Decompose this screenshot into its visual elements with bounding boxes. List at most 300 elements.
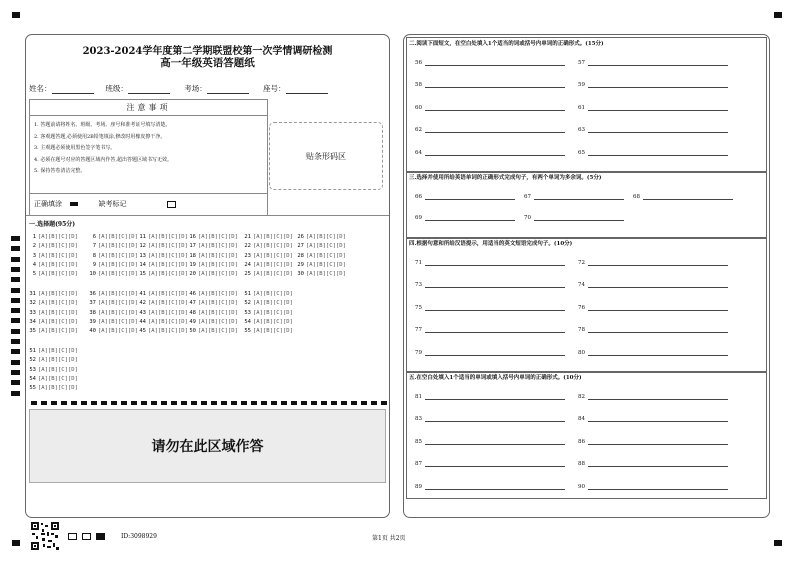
answer-bubble[interactable]: [B] bbox=[316, 234, 326, 240]
answer-bubble[interactable]: [A] bbox=[148, 271, 158, 278]
answer-line-81[interactable] bbox=[415, 394, 565, 400]
answer-line-57[interactable] bbox=[578, 60, 728, 66]
answer-bubble[interactable]: [C] bbox=[168, 252, 178, 259]
answer-bubble[interactable]: [C] bbox=[326, 271, 336, 278]
answer-bubble[interactable]: [A] bbox=[148, 234, 158, 240]
answer-bubble[interactable]: [C] bbox=[218, 328, 228, 335]
answer-bubble[interactable]: [A] bbox=[38, 328, 48, 335]
answer-bubble[interactable]: [B] bbox=[108, 252, 118, 259]
answer-bubble[interactable]: [A] bbox=[253, 291, 263, 297]
answer-bubble[interactable]: [B] bbox=[48, 318, 58, 325]
answer-underline[interactable] bbox=[425, 394, 565, 400]
answer-bubble[interactable]: [C] bbox=[326, 261, 336, 268]
answer-bubble[interactable]: [C] bbox=[58, 309, 68, 316]
answer-line-86[interactable] bbox=[578, 439, 728, 445]
answer-bubble[interactable]: [B] bbox=[48, 366, 58, 373]
answer-bubble[interactable]: [B] bbox=[48, 375, 58, 382]
answer-underline[interactable] bbox=[425, 416, 565, 422]
answer-bubble[interactable]: [B] bbox=[48, 357, 58, 364]
answer-bubble[interactable]: [D] bbox=[128, 309, 138, 316]
answer-bubble[interactable]: [D] bbox=[68, 328, 78, 335]
answer-line-60[interactable] bbox=[415, 105, 565, 111]
answer-bubble[interactable]: [A] bbox=[98, 243, 108, 250]
answer-bubble[interactable]: [B] bbox=[48, 328, 58, 335]
answer-bubble[interactable]: [C] bbox=[168, 271, 178, 278]
answer-bubble[interactable]: [B] bbox=[48, 271, 58, 278]
answer-bubble[interactable]: [B] bbox=[108, 309, 118, 316]
answer-bubble[interactable]: [D] bbox=[178, 252, 188, 259]
answer-bubble[interactable]: [C] bbox=[168, 328, 178, 335]
answer-bubble[interactable]: [C] bbox=[273, 271, 283, 278]
answer-bubble[interactable]: [A] bbox=[306, 252, 316, 259]
answer-bubble[interactable]: [A] bbox=[148, 291, 158, 297]
answer-bubble[interactable]: [D] bbox=[178, 243, 188, 250]
answer-bubble[interactable]: [D] bbox=[228, 243, 238, 250]
answer-bubble[interactable]: [C] bbox=[58, 375, 68, 382]
answer-line-79[interactable] bbox=[415, 350, 565, 356]
answer-bubble[interactable]: [B] bbox=[263, 243, 273, 250]
answer-bubble[interactable]: [B] bbox=[263, 271, 273, 278]
answer-line-69[interactable] bbox=[415, 215, 515, 221]
answer-bubble[interactable]: [C] bbox=[58, 261, 68, 268]
answer-line-71[interactable] bbox=[415, 260, 565, 266]
answer-underline[interactable] bbox=[588, 416, 728, 422]
answer-underline[interactable] bbox=[588, 439, 728, 445]
answer-bubble[interactable]: [C] bbox=[118, 252, 128, 259]
answer-underline[interactable] bbox=[425, 215, 515, 221]
answer-bubble[interactable]: [A] bbox=[38, 300, 48, 307]
answer-underline[interactable] bbox=[425, 305, 565, 311]
answer-bubble[interactable]: [D] bbox=[68, 357, 78, 364]
answer-underline[interactable] bbox=[425, 461, 565, 467]
answer-bubble[interactable]: [B] bbox=[158, 234, 168, 240]
answer-bubble[interactable]: [C] bbox=[218, 261, 228, 268]
answer-bubble[interactable]: [D] bbox=[283, 291, 293, 297]
answer-bubble[interactable]: [B] bbox=[208, 300, 218, 307]
answer-bubble[interactable]: [C] bbox=[218, 234, 228, 240]
answer-bubble[interactable]: [C] bbox=[218, 252, 228, 259]
answer-bubble[interactable]: [D] bbox=[283, 271, 293, 278]
answer-bubble[interactable]: [A] bbox=[38, 243, 48, 250]
answer-bubble[interactable]: [C] bbox=[326, 234, 336, 240]
answer-bubble[interactable]: [A] bbox=[306, 243, 316, 250]
answer-line-62[interactable] bbox=[415, 127, 565, 133]
answer-bubble[interactable]: [B] bbox=[263, 300, 273, 307]
answer-bubble[interactable]: [A] bbox=[148, 261, 158, 268]
answer-bubble[interactable]: [B] bbox=[48, 348, 58, 354]
answer-line-58[interactable] bbox=[415, 82, 565, 88]
answer-bubble[interactable]: [C] bbox=[273, 328, 283, 335]
answer-underline[interactable] bbox=[534, 194, 624, 200]
answer-underline[interactable] bbox=[425, 282, 565, 288]
answer-bubble[interactable]: [A] bbox=[98, 234, 108, 240]
answer-bubble[interactable]: [B] bbox=[108, 318, 118, 325]
name-field[interactable] bbox=[52, 85, 94, 94]
answer-bubble[interactable]: [C] bbox=[273, 261, 283, 268]
answer-bubble[interactable]: [D] bbox=[228, 261, 238, 268]
answer-bubble[interactable]: [D] bbox=[128, 271, 138, 278]
answer-underline[interactable] bbox=[643, 194, 733, 200]
answer-underline[interactable] bbox=[588, 127, 728, 133]
answer-line-64[interactable] bbox=[415, 150, 565, 156]
answer-bubble[interactable]: [D] bbox=[128, 261, 138, 268]
answer-bubble[interactable]: [D] bbox=[283, 300, 293, 307]
answer-bubble[interactable]: [B] bbox=[316, 261, 326, 268]
answer-bubble[interactable]: [C] bbox=[58, 234, 68, 240]
answer-line-63[interactable] bbox=[578, 127, 728, 133]
answer-bubble[interactable]: [D] bbox=[178, 309, 188, 316]
answer-bubble[interactable]: [C] bbox=[118, 261, 128, 268]
answer-bubble[interactable]: [D] bbox=[178, 234, 188, 240]
answer-bubble[interactable]: [B] bbox=[208, 328, 218, 335]
answer-bubble[interactable]: [D] bbox=[68, 234, 78, 240]
answer-bubble[interactable]: [C] bbox=[273, 309, 283, 316]
answer-line-65[interactable] bbox=[578, 150, 728, 156]
answer-bubble[interactable]: [D] bbox=[228, 271, 238, 278]
answer-bubble[interactable]: [A] bbox=[38, 271, 48, 278]
answer-bubble[interactable]: [A] bbox=[253, 300, 263, 307]
answer-bubble[interactable]: [A] bbox=[148, 300, 158, 307]
answer-bubble[interactable]: [C] bbox=[273, 234, 283, 240]
answer-bubble[interactable]: [C] bbox=[118, 291, 128, 297]
answer-bubble[interactable]: [D] bbox=[228, 300, 238, 307]
answer-bubble[interactable]: [B] bbox=[208, 252, 218, 259]
answer-bubble[interactable]: [C] bbox=[168, 300, 178, 307]
answer-bubble[interactable]: [C] bbox=[58, 243, 68, 250]
answer-bubble[interactable]: [B] bbox=[48, 309, 58, 316]
answer-bubble[interactable]: [C] bbox=[58, 291, 68, 297]
answer-bubble[interactable]: [D] bbox=[128, 252, 138, 259]
answer-bubble[interactable]: [D] bbox=[228, 318, 238, 325]
answer-underline[interactable] bbox=[588, 82, 728, 88]
answer-bubble[interactable]: [D] bbox=[128, 300, 138, 307]
answer-line-87[interactable] bbox=[415, 461, 565, 467]
answer-bubble[interactable]: [B] bbox=[108, 243, 118, 250]
answer-underline[interactable] bbox=[588, 282, 728, 288]
answer-bubble[interactable]: [B] bbox=[48, 300, 58, 307]
answer-bubble[interactable]: [A] bbox=[198, 309, 208, 316]
answer-bubble[interactable]: [C] bbox=[168, 234, 178, 240]
answer-bubble[interactable]: [B] bbox=[208, 318, 218, 325]
answer-underline[interactable] bbox=[588, 150, 728, 156]
answer-bubble[interactable]: [D] bbox=[228, 234, 238, 240]
answer-bubble[interactable]: [D] bbox=[178, 261, 188, 268]
answer-bubble[interactable]: [D] bbox=[283, 252, 293, 259]
answer-bubble[interactable]: [D] bbox=[228, 252, 238, 259]
answer-underline[interactable] bbox=[425, 327, 565, 333]
answer-bubble[interactable]: [A] bbox=[98, 271, 108, 278]
answer-bubble[interactable]: [B] bbox=[158, 309, 168, 316]
answer-bubble[interactable]: [A] bbox=[148, 328, 158, 335]
answer-bubble[interactable]: [A] bbox=[98, 261, 108, 268]
answer-bubble[interactable]: [A] bbox=[98, 300, 108, 307]
answer-bubble[interactable]: [C] bbox=[168, 261, 178, 268]
answer-line-68[interactable] bbox=[633, 194, 733, 200]
answer-bubble[interactable]: [A] bbox=[38, 252, 48, 259]
answer-bubble[interactable]: [A] bbox=[253, 234, 263, 240]
answer-bubble[interactable]: [B] bbox=[263, 309, 273, 316]
answer-bubble[interactable]: [C] bbox=[218, 291, 228, 297]
answer-bubble[interactable]: [C] bbox=[273, 243, 283, 250]
answer-bubble[interactable]: [A] bbox=[38, 309, 48, 316]
answer-bubble[interactable]: [A] bbox=[253, 261, 263, 268]
answer-bubble[interactable]: [A] bbox=[198, 234, 208, 240]
answer-bubble[interactable]: [D] bbox=[228, 328, 238, 335]
answer-bubble[interactable]: [D] bbox=[178, 328, 188, 335]
answer-line-85[interactable] bbox=[415, 439, 565, 445]
answer-bubble[interactable]: [A] bbox=[38, 291, 48, 297]
answer-bubble[interactable]: [C] bbox=[168, 291, 178, 297]
answer-line-74[interactable] bbox=[578, 282, 728, 288]
answer-bubble[interactable]: [C] bbox=[326, 252, 336, 259]
answer-bubble[interactable]: [B] bbox=[48, 385, 58, 392]
answer-bubble[interactable]: [B] bbox=[158, 291, 168, 297]
answer-bubble[interactable]: [B] bbox=[158, 271, 168, 278]
answer-bubble[interactable]: [A] bbox=[198, 252, 208, 259]
answer-bubble[interactable]: [D] bbox=[128, 243, 138, 250]
answer-bubble[interactable]: [B] bbox=[263, 291, 273, 297]
answer-bubble[interactable]: [A] bbox=[306, 271, 316, 278]
answer-bubble[interactable]: [A] bbox=[198, 243, 208, 250]
answer-bubble[interactable]: [B] bbox=[316, 271, 326, 278]
answer-underline[interactable] bbox=[425, 150, 565, 156]
answer-bubble[interactable]: [A] bbox=[198, 261, 208, 268]
answer-bubble[interactable]: [B] bbox=[158, 300, 168, 307]
answer-bubble[interactable]: [D] bbox=[128, 234, 138, 240]
answer-line-82[interactable] bbox=[578, 394, 728, 400]
answer-bubble[interactable]: [D] bbox=[336, 261, 346, 268]
answer-bubble[interactable]: [D] bbox=[68, 309, 78, 316]
answer-bubble[interactable]: [D] bbox=[178, 300, 188, 307]
answer-line-83[interactable] bbox=[415, 416, 565, 422]
answer-bubble[interactable]: [C] bbox=[118, 300, 128, 307]
answer-line-72[interactable] bbox=[578, 260, 728, 266]
answer-bubble[interactable]: [C] bbox=[118, 271, 128, 278]
answer-bubble[interactable]: [C] bbox=[58, 357, 68, 364]
answer-bubble[interactable]: [A] bbox=[198, 328, 208, 335]
answer-bubble[interactable]: [B] bbox=[263, 328, 273, 335]
answer-bubble[interactable]: [B] bbox=[208, 261, 218, 268]
answer-bubble[interactable]: [B] bbox=[316, 243, 326, 250]
answer-bubble[interactable]: [A] bbox=[98, 318, 108, 325]
answer-bubble[interactable]: [B] bbox=[158, 252, 168, 259]
answer-bubble[interactable]: [B] bbox=[158, 318, 168, 325]
answer-bubble[interactable]: [C] bbox=[168, 309, 178, 316]
answer-line-67[interactable] bbox=[524, 194, 624, 200]
answer-bubble[interactable]: [C] bbox=[218, 243, 228, 250]
answer-bubble[interactable]: [D] bbox=[68, 243, 78, 250]
class-field[interactable] bbox=[128, 85, 170, 94]
answer-bubble[interactable]: [A] bbox=[253, 318, 263, 325]
answer-bubble[interactable]: [A] bbox=[148, 243, 158, 250]
answer-bubble[interactable]: [B] bbox=[108, 328, 118, 335]
answer-underline[interactable] bbox=[425, 194, 515, 200]
answer-bubble[interactable]: [B] bbox=[108, 300, 118, 307]
answer-line-76[interactable] bbox=[578, 305, 728, 311]
answer-underline[interactable] bbox=[588, 327, 728, 333]
answer-underline[interactable] bbox=[425, 350, 565, 356]
answer-line-59[interactable] bbox=[578, 82, 728, 88]
answer-bubble[interactable]: [C] bbox=[218, 300, 228, 307]
answer-bubble[interactable]: [C] bbox=[58, 385, 68, 392]
answer-bubble[interactable]: [A] bbox=[148, 318, 158, 325]
answer-bubble[interactable]: [A] bbox=[253, 328, 263, 335]
answer-bubble[interactable]: [B] bbox=[158, 328, 168, 335]
answer-bubble[interactable]: [D] bbox=[336, 243, 346, 250]
answer-bubble[interactable]: [D] bbox=[128, 318, 138, 325]
answer-underline[interactable] bbox=[425, 439, 565, 445]
answer-line-61[interactable] bbox=[578, 105, 728, 111]
answer-bubble[interactable]: [B] bbox=[208, 234, 218, 240]
answer-bubble[interactable]: [D] bbox=[336, 234, 346, 240]
answer-bubble[interactable]: [A] bbox=[98, 309, 108, 316]
answer-bubble[interactable]: [D] bbox=[283, 243, 293, 250]
answer-bubble[interactable]: [A] bbox=[38, 375, 48, 382]
answer-bubble[interactable]: [A] bbox=[253, 309, 263, 316]
answer-bubble[interactable]: [C] bbox=[58, 328, 68, 335]
answer-bubble[interactable]: [A] bbox=[98, 328, 108, 335]
answer-bubble[interactable]: [A] bbox=[253, 252, 263, 259]
answer-bubble[interactable]: [A] bbox=[38, 385, 48, 392]
answer-bubble[interactable]: [C] bbox=[218, 309, 228, 316]
answer-bubble[interactable]: [C] bbox=[326, 243, 336, 250]
answer-bubble[interactable]: [B] bbox=[48, 252, 58, 259]
answer-underline[interactable] bbox=[588, 350, 728, 356]
answer-bubble[interactable]: [D] bbox=[128, 291, 138, 297]
answer-underline[interactable] bbox=[425, 60, 565, 66]
answer-bubble[interactable]: [C] bbox=[118, 309, 128, 316]
answer-bubble[interactable]: [B] bbox=[48, 261, 58, 268]
answer-bubble[interactable]: [B] bbox=[158, 243, 168, 250]
answer-bubble[interactable]: [B] bbox=[108, 261, 118, 268]
answer-bubble[interactable]: [A] bbox=[198, 300, 208, 307]
answer-underline[interactable] bbox=[588, 305, 728, 311]
answer-line-90[interactable] bbox=[578, 484, 728, 490]
answer-bubble[interactable]: [A] bbox=[98, 252, 108, 259]
answer-bubble[interactable]: [D] bbox=[68, 366, 78, 373]
answer-underline[interactable] bbox=[588, 484, 728, 490]
answer-line-56[interactable] bbox=[415, 60, 565, 66]
answer-bubble[interactable]: [D] bbox=[68, 385, 78, 392]
answer-bubble[interactable]: [D] bbox=[68, 261, 78, 268]
answer-bubble[interactable]: [A] bbox=[253, 271, 263, 278]
answer-bubble[interactable]: [C] bbox=[118, 328, 128, 335]
answer-bubble[interactable]: [B] bbox=[208, 291, 218, 297]
answer-bubble[interactable]: [D] bbox=[228, 291, 238, 297]
answer-bubble[interactable]: [D] bbox=[283, 309, 293, 316]
answer-line-70[interactable] bbox=[524, 215, 624, 221]
answer-bubble[interactable]: [B] bbox=[208, 309, 218, 316]
answer-underline[interactable] bbox=[425, 127, 565, 133]
answer-bubble[interactable]: [D] bbox=[68, 300, 78, 307]
answer-bubble[interactable]: [C] bbox=[58, 366, 68, 373]
answer-bubble[interactable]: [D] bbox=[68, 291, 78, 297]
answer-bubble[interactable]: [B] bbox=[108, 234, 118, 240]
answer-underline[interactable] bbox=[588, 60, 728, 66]
answer-underline[interactable] bbox=[425, 260, 565, 266]
answer-bubble[interactable]: [D] bbox=[178, 271, 188, 278]
answer-bubble[interactable]: [B] bbox=[263, 234, 273, 240]
answer-bubble[interactable]: [D] bbox=[128, 328, 138, 335]
answer-bubble[interactable]: [C] bbox=[58, 318, 68, 325]
answer-bubble[interactable]: [A] bbox=[253, 243, 263, 250]
answer-bubble[interactable]: [A] bbox=[38, 318, 48, 325]
exam-room-field[interactable] bbox=[207, 85, 249, 94]
answer-line-77[interactable] bbox=[415, 327, 565, 333]
answer-bubble[interactable]: [C] bbox=[273, 318, 283, 325]
answer-bubble[interactable]: [C] bbox=[58, 271, 68, 278]
answer-bubble[interactable]: [A] bbox=[38, 234, 48, 240]
answer-line-78[interactable] bbox=[578, 327, 728, 333]
answer-bubble[interactable]: [A] bbox=[148, 252, 158, 259]
answer-bubble[interactable]: [C] bbox=[168, 243, 178, 250]
answer-bubble[interactable]: [D] bbox=[68, 318, 78, 325]
answer-bubble[interactable]: [B] bbox=[263, 252, 273, 259]
answer-bubble[interactable]: [B] bbox=[263, 318, 273, 325]
answer-bubble[interactable]: [B] bbox=[158, 261, 168, 268]
answer-bubble[interactable]: [A] bbox=[198, 318, 208, 325]
answer-bubble[interactable]: [D] bbox=[228, 309, 238, 316]
answer-line-80[interactable] bbox=[578, 350, 728, 356]
answer-underline[interactable] bbox=[588, 105, 728, 111]
answer-bubble[interactable]: [C] bbox=[168, 318, 178, 325]
answer-bubble[interactable]: [C] bbox=[58, 348, 68, 354]
answer-bubble[interactable]: [D] bbox=[336, 271, 346, 278]
answer-bubble[interactable]: [A] bbox=[38, 261, 48, 268]
answer-line-66[interactable] bbox=[415, 194, 515, 200]
answer-bubble[interactable]: [C] bbox=[118, 234, 128, 240]
answer-line-75[interactable] bbox=[415, 305, 565, 311]
answer-bubble[interactable]: [C] bbox=[218, 271, 228, 278]
answer-bubble[interactable]: [B] bbox=[48, 243, 58, 250]
answer-bubble[interactable]: [B] bbox=[48, 291, 58, 297]
answer-bubble[interactable]: [C] bbox=[118, 243, 128, 250]
seat-field[interactable] bbox=[286, 85, 328, 94]
answer-bubble[interactable]: [A] bbox=[148, 309, 158, 316]
answer-bubble[interactable]: [A] bbox=[306, 261, 316, 268]
answer-bubble[interactable]: [C] bbox=[58, 252, 68, 259]
answer-bubble[interactable]: [D] bbox=[283, 261, 293, 268]
answer-line-84[interactable] bbox=[578, 416, 728, 422]
answer-bubble[interactable]: [A] bbox=[38, 366, 48, 373]
answer-bubble[interactable]: [C] bbox=[273, 291, 283, 297]
answer-bubble[interactable]: [A] bbox=[198, 291, 208, 297]
answer-underline[interactable] bbox=[588, 260, 728, 266]
answer-bubble[interactable]: [B] bbox=[316, 252, 326, 259]
answer-bubble[interactable]: [B] bbox=[208, 271, 218, 278]
answer-bubble[interactable]: [D] bbox=[283, 328, 293, 335]
answer-bubble[interactable]: [A] bbox=[38, 357, 48, 364]
answer-bubble[interactable]: [B] bbox=[263, 261, 273, 268]
answer-bubble[interactable]: [C] bbox=[118, 318, 128, 325]
answer-bubble[interactable]: [D] bbox=[283, 234, 293, 240]
answer-bubble[interactable]: [B] bbox=[108, 271, 118, 278]
absent-checkbox[interactable] bbox=[167, 201, 176, 208]
answer-underline[interactable] bbox=[425, 82, 565, 88]
answer-bubble[interactable]: [D] bbox=[68, 271, 78, 278]
answer-bubble[interactable]: [C] bbox=[58, 300, 68, 307]
answer-underline[interactable] bbox=[425, 105, 565, 111]
answer-underline[interactable] bbox=[425, 484, 565, 490]
answer-underline[interactable] bbox=[534, 215, 624, 221]
answer-bubble[interactable]: [D] bbox=[68, 375, 78, 382]
answer-bubble[interactable]: [C] bbox=[218, 318, 228, 325]
answer-bubble[interactable]: [D] bbox=[178, 318, 188, 325]
answer-bubble[interactable]: [D] bbox=[68, 252, 78, 259]
answer-bubble[interactable]: [B] bbox=[108, 291, 118, 297]
answer-bubble[interactable]: [B] bbox=[48, 234, 58, 240]
answer-underline[interactable] bbox=[588, 394, 728, 400]
